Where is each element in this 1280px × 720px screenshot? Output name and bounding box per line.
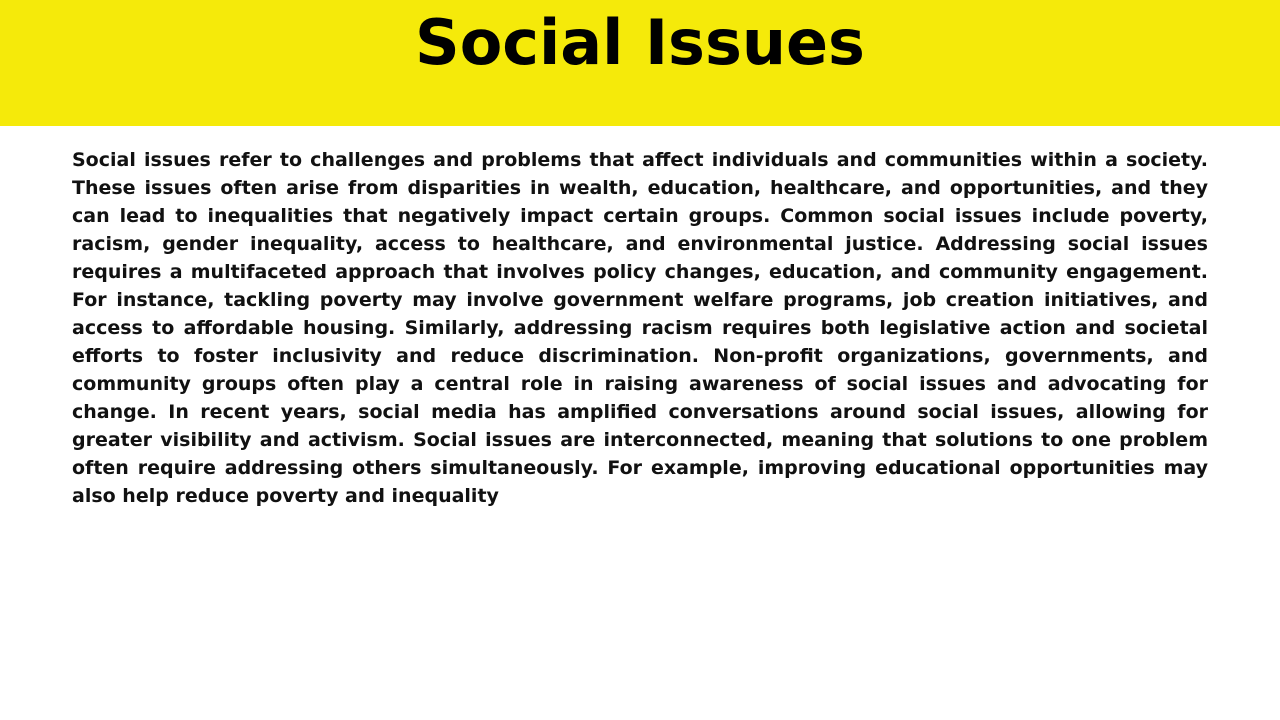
body-paragraph: Social issues refer to challenges and problems that affect individuals and communities within a society. These issues often arise from disparities in wealth, education, healthcare, and opportunities, and they can lead to inequalities that negatively impact certain groups. Common social issues include poverty, racism, gender inequality, access to healthcare, and environmental justice. Addressing social issues requires a multifaceted approach that involves policy changes, education, and community engagement. For instance, tackling poverty may involve government welfare programs, job creation initiatives, and access to affordable housing. Similarly, addressing racism requires both legislative action and societal efforts to foster inclusivity and reduce discrimination. Non-profit organizations, governments, and community groups often play a central role in raising awareness of social issues and advocating for change. In recent years, social media has amplified conversations around social issues, allowing for greater visibility and activism. Social issues are interconnected, meaning that solutions to one problem often require addressing others simultaneously. For example, improving educational opportunities may also help reduce poverty and inequality	[72, 149, 1208, 507]
title-banner	[0, 0, 1280, 126]
slide-title: Social Issues	[415, 6, 865, 80]
